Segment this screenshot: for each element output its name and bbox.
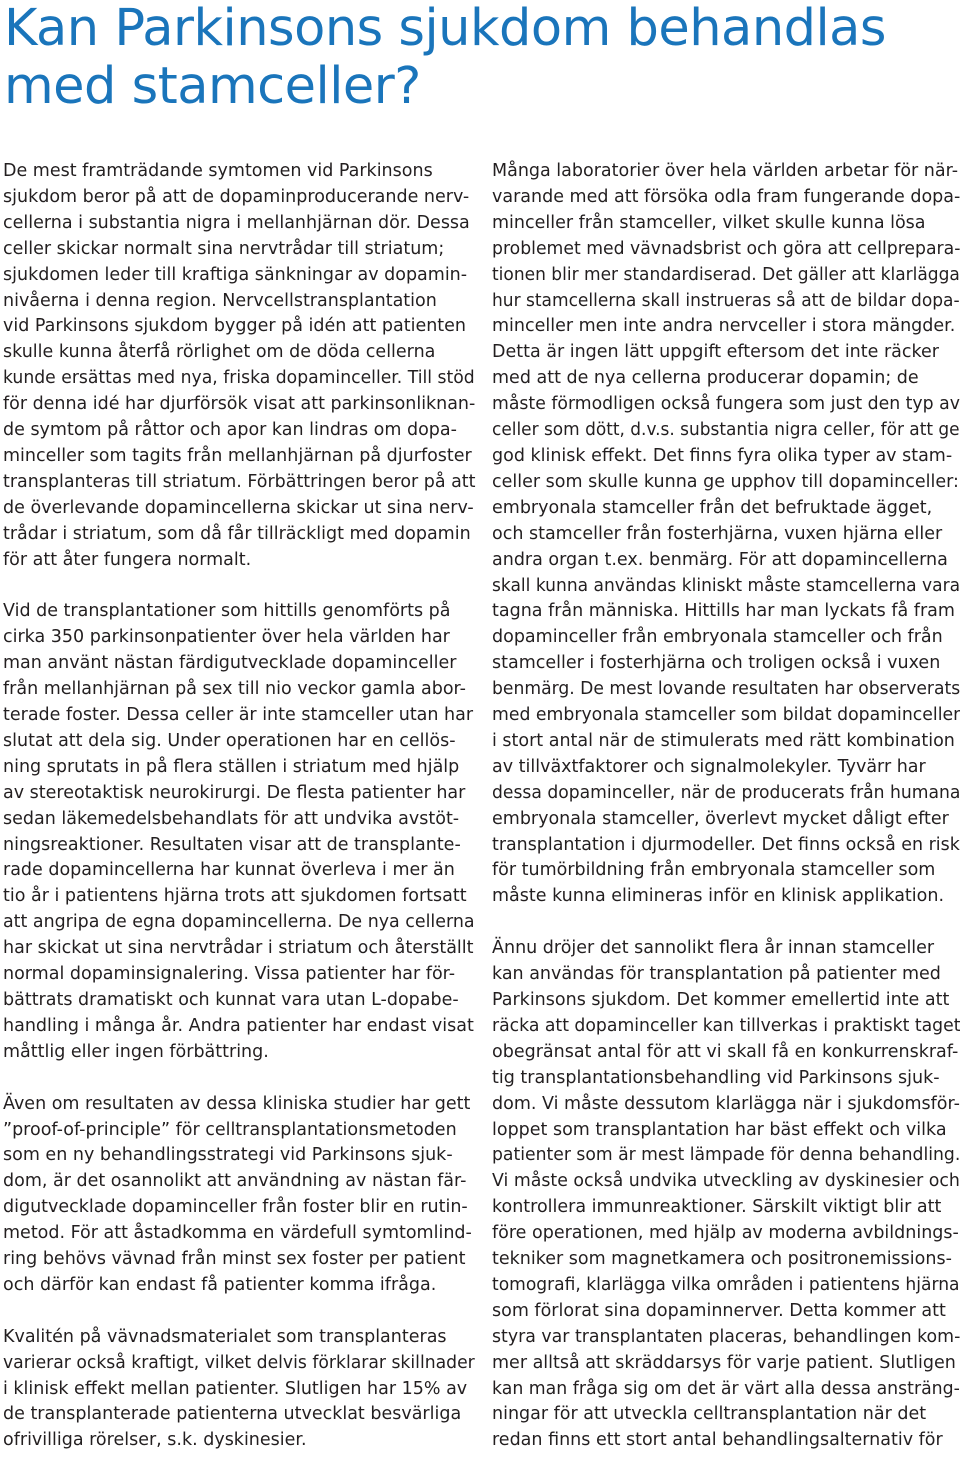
text-line: god klinisk effekt. Det finns fyra olika typer av stam- <box>492 445 953 466</box>
text-line: av tillväxtfaktorer och signalmolekyler. Tyvärr har <box>492 756 926 777</box>
text-line: celler som skulle kunna ge upphov till dopaminceller: <box>492 471 959 492</box>
text-line: vid Parkinsons sjukdom bygger på idén att patienten <box>3 316 467 337</box>
paragraph <box>3 159 475 574</box>
text-line: De mest framträdande symtomen vid Parkinsons <box>3 161 433 181</box>
text-line: ningar för att utveckla celltransplantation när det <box>492 1404 927 1425</box>
text-line: trådar i striatum, som då får tillräckligt med dopamin <box>3 523 471 544</box>
right-column <box>492 159 960 1480</box>
text-line: har skickat ut sina nervtrådar i striatum och återställt <box>3 938 474 959</box>
text-line: transplantation i djurmodeller. Det finns också en risk <box>492 834 960 855</box>
text-line: man använt nästan färdigutvecklade dopaminceller <box>3 653 457 674</box>
text-line: i klinisk effekt mellan patienter. Slutligen har 15% av <box>3 1378 468 1399</box>
text-line: tagna från människa. Hittills har man lyckats få fram <box>492 601 955 622</box>
text-line: andra organ t.ex. benmärg. För att dopamincellerna <box>492 549 948 570</box>
text-line: normal dopaminsignalering. Vissa patienter har för- <box>3 964 456 985</box>
text-line: kan användas för transplantation på patienter med <box>492 964 941 985</box>
text-line: från mellanhjärnan på sex till nio veckor gamla abor- <box>3 679 466 700</box>
text-line: minceller men inte andra nervceller i stora mängder. <box>492 316 956 337</box>
text-line: ning sprutats in på flera ställen i striatum med hjälp <box>3 756 460 777</box>
title-line: Kan Parkinsons sjukdom behandlas <box>4 0 887 58</box>
text-line: skulle kunna återfå rörlighet om de döda cellerna <box>3 342 436 363</box>
text-line: rade dopamincellerna har kunnat överleva i mer än <box>3 860 455 881</box>
paragraph <box>3 1092 475 1299</box>
text-line: och därför kan endast få patienter komma ifråga. <box>3 1274 437 1295</box>
text-line: transplanteras till striatum. Förbättringen beror på att <box>3 471 476 492</box>
text-line: minceller från stamceller, vilket skulle kunna lösa <box>492 212 926 233</box>
text-line: tig transplantationsbehandling vid Parkinsons sjuk- <box>492 1067 940 1088</box>
text-line: cellerna i substantia nigra i mellanhjärnan dör. Dessa <box>3 212 470 233</box>
text-line: och stamceller från fosterhjärna, vuxen hjärna eller <box>492 523 943 544</box>
text-line: celler som dött, d.v.s. substantia nigra celler, för att ge <box>492 420 960 441</box>
text-line: styra var transplantaten placeras, behandlingen kom- <box>492 1326 960 1347</box>
text-line: sjukdomen leder till kraftiga sänkningar av dopamin- <box>3 264 468 285</box>
paragraph <box>492 936 960 1454</box>
text-line: som en ny behandlingsstrategi vid Parkinsons sjuk- <box>3 1145 453 1166</box>
text-line: hur stamcellerna skall instrueras så att de bildar dopa- <box>492 290 960 311</box>
text-line: benmärg. De mest lovande resultaten har observerats <box>492 679 960 700</box>
text-line: ”proof-of-principle” för celltransplantationsmetoden <box>3 1119 457 1140</box>
text-line: kunde ersättas med nya, friska dopaminceller. Till stöd <box>3 368 475 389</box>
text-line: de transplanterade patienterna utvecklat besvärliga <box>3 1404 462 1425</box>
text-line: problemet med vävnadsbrist och göra att cellprepara- <box>492 238 960 259</box>
text-line: dom. Vi måste dessutom klarlägga när i sjukdomsför- <box>492 1093 960 1114</box>
text-line: ningsreaktioner. Resultaten visar att de transplante- <box>3 834 461 855</box>
text-line: Detta är ingen lätt uppgift eftersom det inte räcker <box>492 342 939 363</box>
text-line: embryonala stamceller, överlevt mycket dåligt efter <box>492 808 949 829</box>
text-line: sedan läkemedelsbehandlats för att undvika avstöt- <box>3 808 460 829</box>
text-line: måste kunna elimineras inför en klinisk applikation. <box>492 886 945 907</box>
text-line: måste förmodligen också fungera som just den typ av <box>492 394 960 415</box>
text-line: av stereotaktisk neurokirurgi. De flesta patienter har <box>3 782 466 803</box>
text-line: som förlorat sina dopaminnerver. Detta kommer att <box>492 1300 946 1321</box>
text-line: minceller som tagits från mellanhjärnan på djurfoster <box>3 445 472 466</box>
text-line: celler skickar normalt sina nervtrådar till striatum; <box>3 238 445 259</box>
text-line: för att åter fungera normalt. <box>3 549 252 570</box>
text-line: obegränsat antal för att vi skall få en konkurrenskraf- <box>492 1041 959 1062</box>
text-line: varande med att försöka odla fram fungerande dopa- <box>492 186 960 207</box>
text-line: mer alltså att skräddarsys för varje patient. Slutligen <box>492 1352 956 1373</box>
text-line: tomografi, klarlägga vilka områden i patientens hjärna <box>492 1274 960 1295</box>
text-line: de symtom på råttor och apor kan lindras om dopa- <box>3 420 457 441</box>
text-line: stamceller i fosterhjärna och troligen också i vuxen <box>492 653 941 674</box>
text-line: redan finns ett stort antal behandlingsalternativ för <box>492 1430 943 1451</box>
text-line: ring behövs vävnad från minst sex foster per patient <box>3 1249 466 1270</box>
text-line: Ännu dröjer det sannolikt flera år innan stamceller <box>492 938 935 959</box>
article-title <box>4 0 944 116</box>
text-line: digutvecklade dopaminceller från foster blir en rutin- <box>3 1197 468 1218</box>
text-line: för tumörbildning från embryonala stamceller som <box>492 860 936 881</box>
text-line: kan man fråga sig om det är värt alla dessa ansträng- <box>492 1378 960 1399</box>
paragraph <box>3 1325 475 1455</box>
text-line: Parkinsons sjukdom. Det kommer emellertid inte att <box>492 989 950 1010</box>
text-line: Många laboratorier över hela världen arbetar för när- <box>492 161 959 181</box>
text-line: nivåerna i denna region. Nervcellstransplantation <box>3 290 437 311</box>
text-line: dessa dopaminceller, när de producerats från humana <box>492 782 960 803</box>
text-line: Kvalitén på vävnadsmaterialet som transplanteras <box>3 1326 447 1347</box>
text-line: måttlig eller ingen förbättring. <box>3 1041 269 1062</box>
text-line: ofrivilliga rörelser, s.k. dyskinesier. <box>3 1430 307 1451</box>
paragraph <box>3 599 475 1065</box>
text-line: patienter som är mest lämpade för denna behandling. <box>492 1145 960 1166</box>
text-line: bättrats dramatiskt och kunnat vara utan L-dopabe- <box>3 989 459 1010</box>
text-line: i stort antal när de stimulerats med rätt kombination <box>492 730 955 751</box>
text-line: handling i många år. Andra patienter har endast visat <box>3 1015 474 1036</box>
text-line: att angripa de egna dopamincellerna. De nya cellerna <box>3 912 475 933</box>
text-line: dopaminceller från embryonala stamceller och från <box>492 627 943 648</box>
text-line: tekniker som magnetkamera och positronemissions- <box>492 1249 952 1270</box>
text-line: Även om resultaten av dessa kliniska studier har gett <box>3 1093 471 1114</box>
text-line: loppet som transplantation har bäst effekt och vilka <box>492 1119 947 1140</box>
text-line: med embryonala stamceller som bildat dopaminceller <box>492 705 960 726</box>
text-line: tio år i patientens hjärna trots att sjukdomen fortsatt <box>3 886 467 907</box>
text-line: räcka att dopaminceller kan tillverkas i praktiskt taget <box>492 1015 960 1036</box>
paragraph <box>492 159 960 910</box>
text-line: tionen blir mer standardiserad. Det gäller att klarlägga <box>492 264 960 285</box>
text-line: Vid de transplantationer som hittills genomförts på <box>3 601 451 622</box>
text-line: sjukdom beror på att de dopaminproducerande nerv- <box>3 186 470 207</box>
text-line: cirka 350 parkinsonpatienter över hela världen har <box>3 627 450 648</box>
text-line: skall kunna användas kliniskt måste stamcellerna vara <box>492 575 960 596</box>
text-line: metod. För att åstadkomma en värdefull symtomlind- <box>3 1223 472 1244</box>
text-line: kontrollera immunreaktioner. Särskilt viktigt blir att <box>492 1197 942 1218</box>
title-line: med stamceller? <box>4 57 421 116</box>
text-line: före operationen, med hjälp av moderna avbildnings- <box>492 1223 959 1244</box>
text-line: embryonala stamceller från det befruktade ägget, <box>492 497 933 518</box>
left-column <box>3 159 475 1480</box>
text-line: Vi måste också undvika utveckling av dyskinesier och <box>492 1171 960 1192</box>
text-line: för denna idé har djurförsök visat att parkinsonliknan- <box>3 394 476 415</box>
text-line: de överlevande dopamincellerna skickar ut sina nerv- <box>3 497 474 518</box>
text-line: slutat att dela sig. Under operationen har en cellös- <box>3 730 456 751</box>
text-line: dom, är det osannolikt att användning av nästan fär- <box>3 1171 467 1192</box>
text-line: med att de nya cellerna producerar dopamin; de <box>492 368 919 389</box>
text-line: terade foster. Dessa celler är inte stamceller utan har <box>3 705 474 726</box>
text-line: varierar också kraftigt, vilket delvis förklarar skillnader <box>3 1352 475 1373</box>
